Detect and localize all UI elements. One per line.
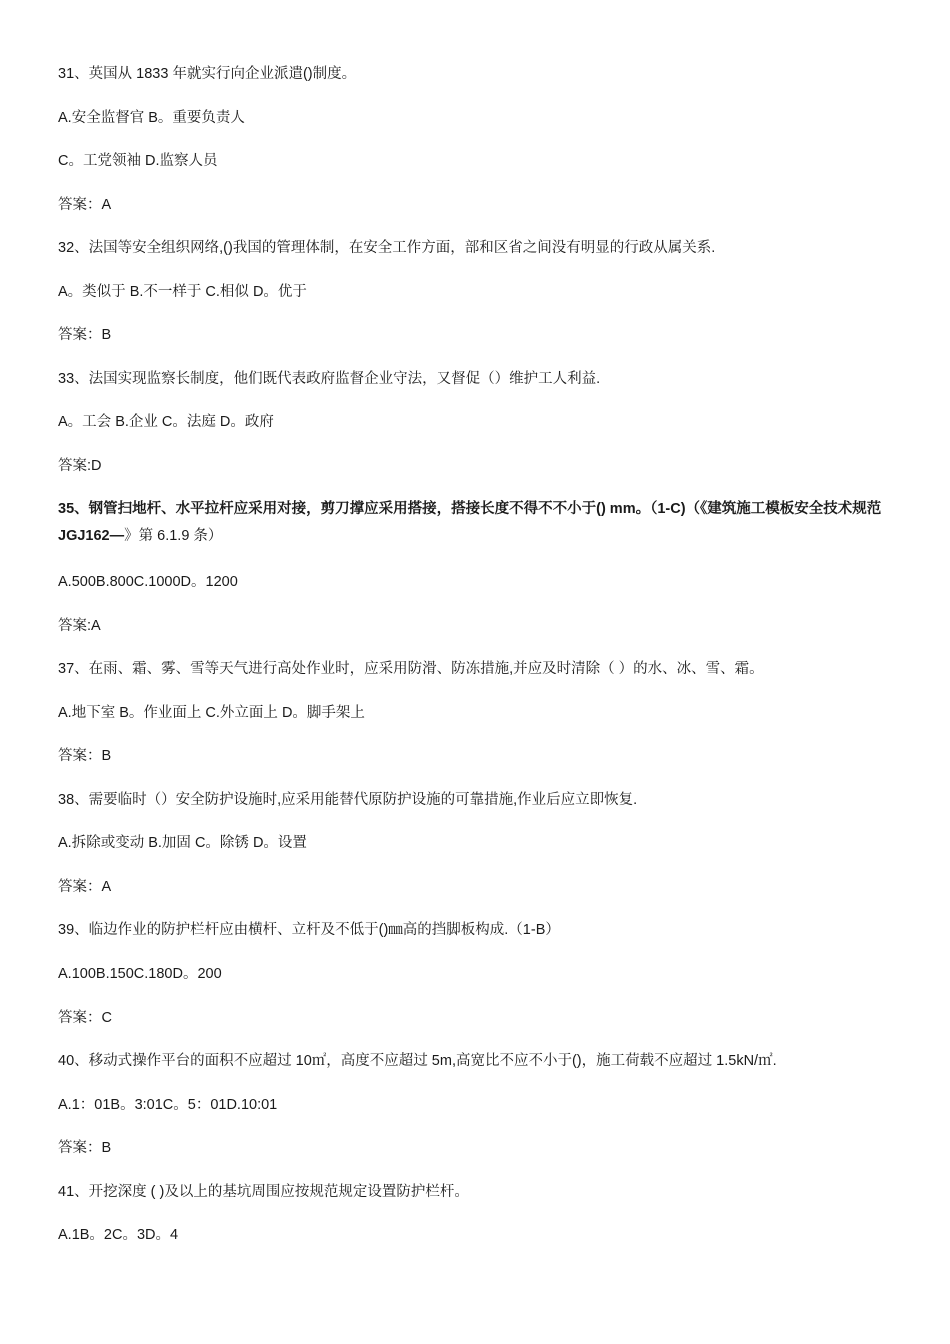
question-39-answer: 答案：C: [58, 1010, 112, 1026]
question-31-options-1: A.安全监督官 B。重要负责人: [58, 110, 245, 126]
question-31: 31、英国从 1833 年就实行向企业派遣()制度。: [58, 66, 357, 82]
question-40: 40、移动式操作平台的面积不应超过 10㎡，高度不应超过 5m,高宽比不应不小于()，施工荷载不应超过 1.5kN/㎡.: [58, 1053, 777, 1069]
question-35-bold-text: 35、钢管扫地杆、水平拉杆应采用对接，剪刀撑应采用搭接，搭接长度不得不不小于() mm。（1-C)（《建筑施工模板安全技术规范 JGJ162—: [58, 501, 882, 544]
question-37-answer: 答案：B: [58, 748, 112, 764]
question-41: 41、开挖深度 ( )及以上的基坑周围应按规范规定设置防护栏杆。: [58, 1184, 469, 1200]
question-37: 37、在雨、霜、雾、雪等天气进行高处作业时，应采用防滑、防冻措施,并应及时清除（ ）的水、冰、雪、霜。: [58, 661, 764, 677]
question-32-options: A。类似于 B.不一样于 C.相似 D。优于: [58, 284, 307, 300]
question-31-answer: 答案：A: [58, 197, 112, 213]
question-38: 38、需要临时（）安全防护设施时,应采用能替代原防护设施的可靠措施,作业后应立即恢复.: [58, 792, 638, 808]
question-32: 32、法国等安全组织网络,()我国的管理体制，在安全工作方面，部和区省之间没有明显的行政从属关系.: [58, 240, 716, 256]
question-39-options: A.100B.150C.180D。200: [58, 966, 222, 982]
question-33-options: A。工会 B.企业 C。法庭 D。政府: [58, 414, 274, 430]
question-37-options: A.地下室 B。作业面上 C.外立面上 D。脚手架上: [58, 705, 365, 721]
question-33: 33、法国实现监察长制度，他们既代表政府监督企业守法，又督促（）维护工人利益.: [58, 371, 601, 387]
question-35: [58, 496, 898, 550]
question-41-options: A.1B。2C。3D。4: [58, 1227, 179, 1243]
question-38-answer: 答案：A: [58, 879, 112, 895]
question-35-regular-text: 》第 6.1.9 条）: [124, 528, 223, 544]
question-35-options: A.500B.800C.1000D。1200: [58, 574, 238, 590]
question-39: 39、临边作业的防护栏杆应由横杆、立杆及不低于()㎜高的挡脚板构成.（1-B）: [58, 922, 560, 938]
question-38-options: A.拆除或变动 B.加固 C。除锈 D。设置: [58, 835, 307, 851]
question-40-options: A.1：01B。3:01C。5：01D.10:01: [58, 1097, 278, 1113]
question-33-answer: 答案:D: [58, 458, 102, 474]
question-32-answer: 答案：B: [58, 327, 112, 343]
question-31-options-2: C。工党领袖 D.监察人员: [58, 153, 218, 169]
question-40-answer: 答案：B: [58, 1140, 112, 1156]
question-35-answer: 答案:A: [58, 618, 101, 634]
